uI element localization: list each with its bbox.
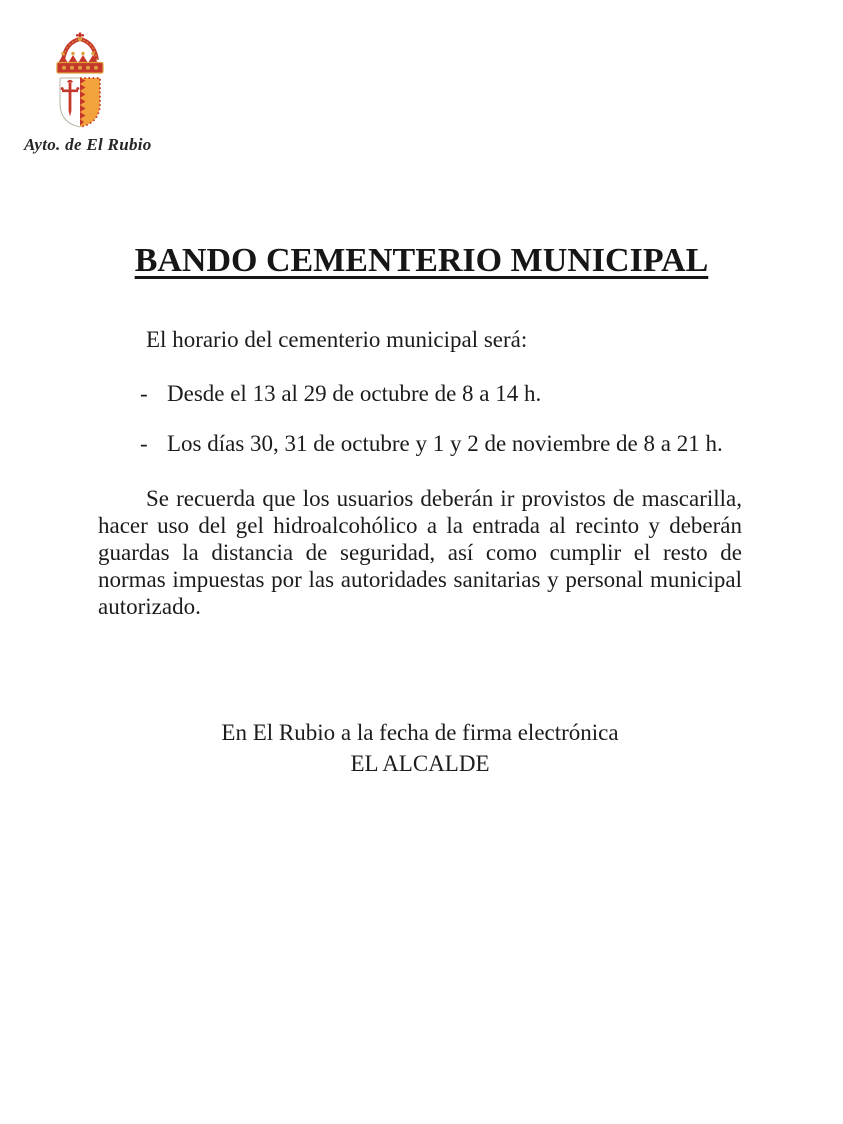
intro-line: El horario del cementerio municipal será: — [146, 327, 528, 352]
closing-signer-line: EL ALCALDE — [350, 751, 490, 776]
crown-pearl — [91, 52, 94, 55]
crown-jewel — [86, 66, 90, 70]
document-title — [0, 242, 843, 280]
paragraph-line: autorizado. — [98, 594, 201, 619]
crown-jewel — [62, 66, 66, 70]
bullet-marker: - — [140, 431, 148, 456]
bullet-marker: - — [140, 381, 148, 406]
schedule-bullet-2 — [140, 430, 750, 457]
schedule-bullet-1 — [140, 380, 750, 407]
paragraph-line: Se recuerda que los usuarios deberán ir provistos de mascarilla, — [146, 486, 742, 511]
santiago-cross-blade — [69, 83, 72, 117]
santiago-cross-arm — [62, 90, 78, 93]
bullet-text: Los días 30, 31 de octubre y 1 y 2 de noviembre de 8 a 21 h. — [167, 431, 723, 456]
crown-pearl — [71, 52, 74, 55]
crown-jewel — [78, 66, 82, 70]
crown-orb — [78, 37, 82, 41]
coat-of-arms-logo — [47, 32, 113, 128]
crown-jewel — [94, 66, 98, 70]
paragraph-line: hacer uso del gel hidroalcohólico a la entrada al recinto y deberán — [98, 513, 742, 538]
body-paragraph — [98, 485, 742, 620]
document-title-text: BANDO CEMENTERIO MUNICIPAL — [134, 242, 709, 279]
closing-block — [98, 717, 742, 779]
paragraph-line: normas impuestas por las autoridades sanitarias y personal municipal — [98, 567, 742, 592]
santiago-cross-curl-left — [61, 87, 64, 90]
santiago-cross-curl-right — [76, 87, 79, 90]
coat-of-arms-icon — [47, 32, 113, 128]
crown-jewel — [70, 66, 74, 70]
bullet-text: Desde el 13 al 29 de octubre de 8 a 14 h. — [167, 381, 542, 406]
closing-place-line: En El Rubio a la fecha de firma electrónica — [221, 720, 619, 745]
crown-pearl — [61, 52, 64, 55]
crown-cross-horizontal — [76, 34, 84, 36]
paragraph-line: guardas la distancia de seguridad, así como cumplir el resto de — [98, 540, 742, 565]
crown-pearl — [81, 52, 84, 55]
organization-name: Ayto. de El Rubio — [24, 135, 152, 154]
